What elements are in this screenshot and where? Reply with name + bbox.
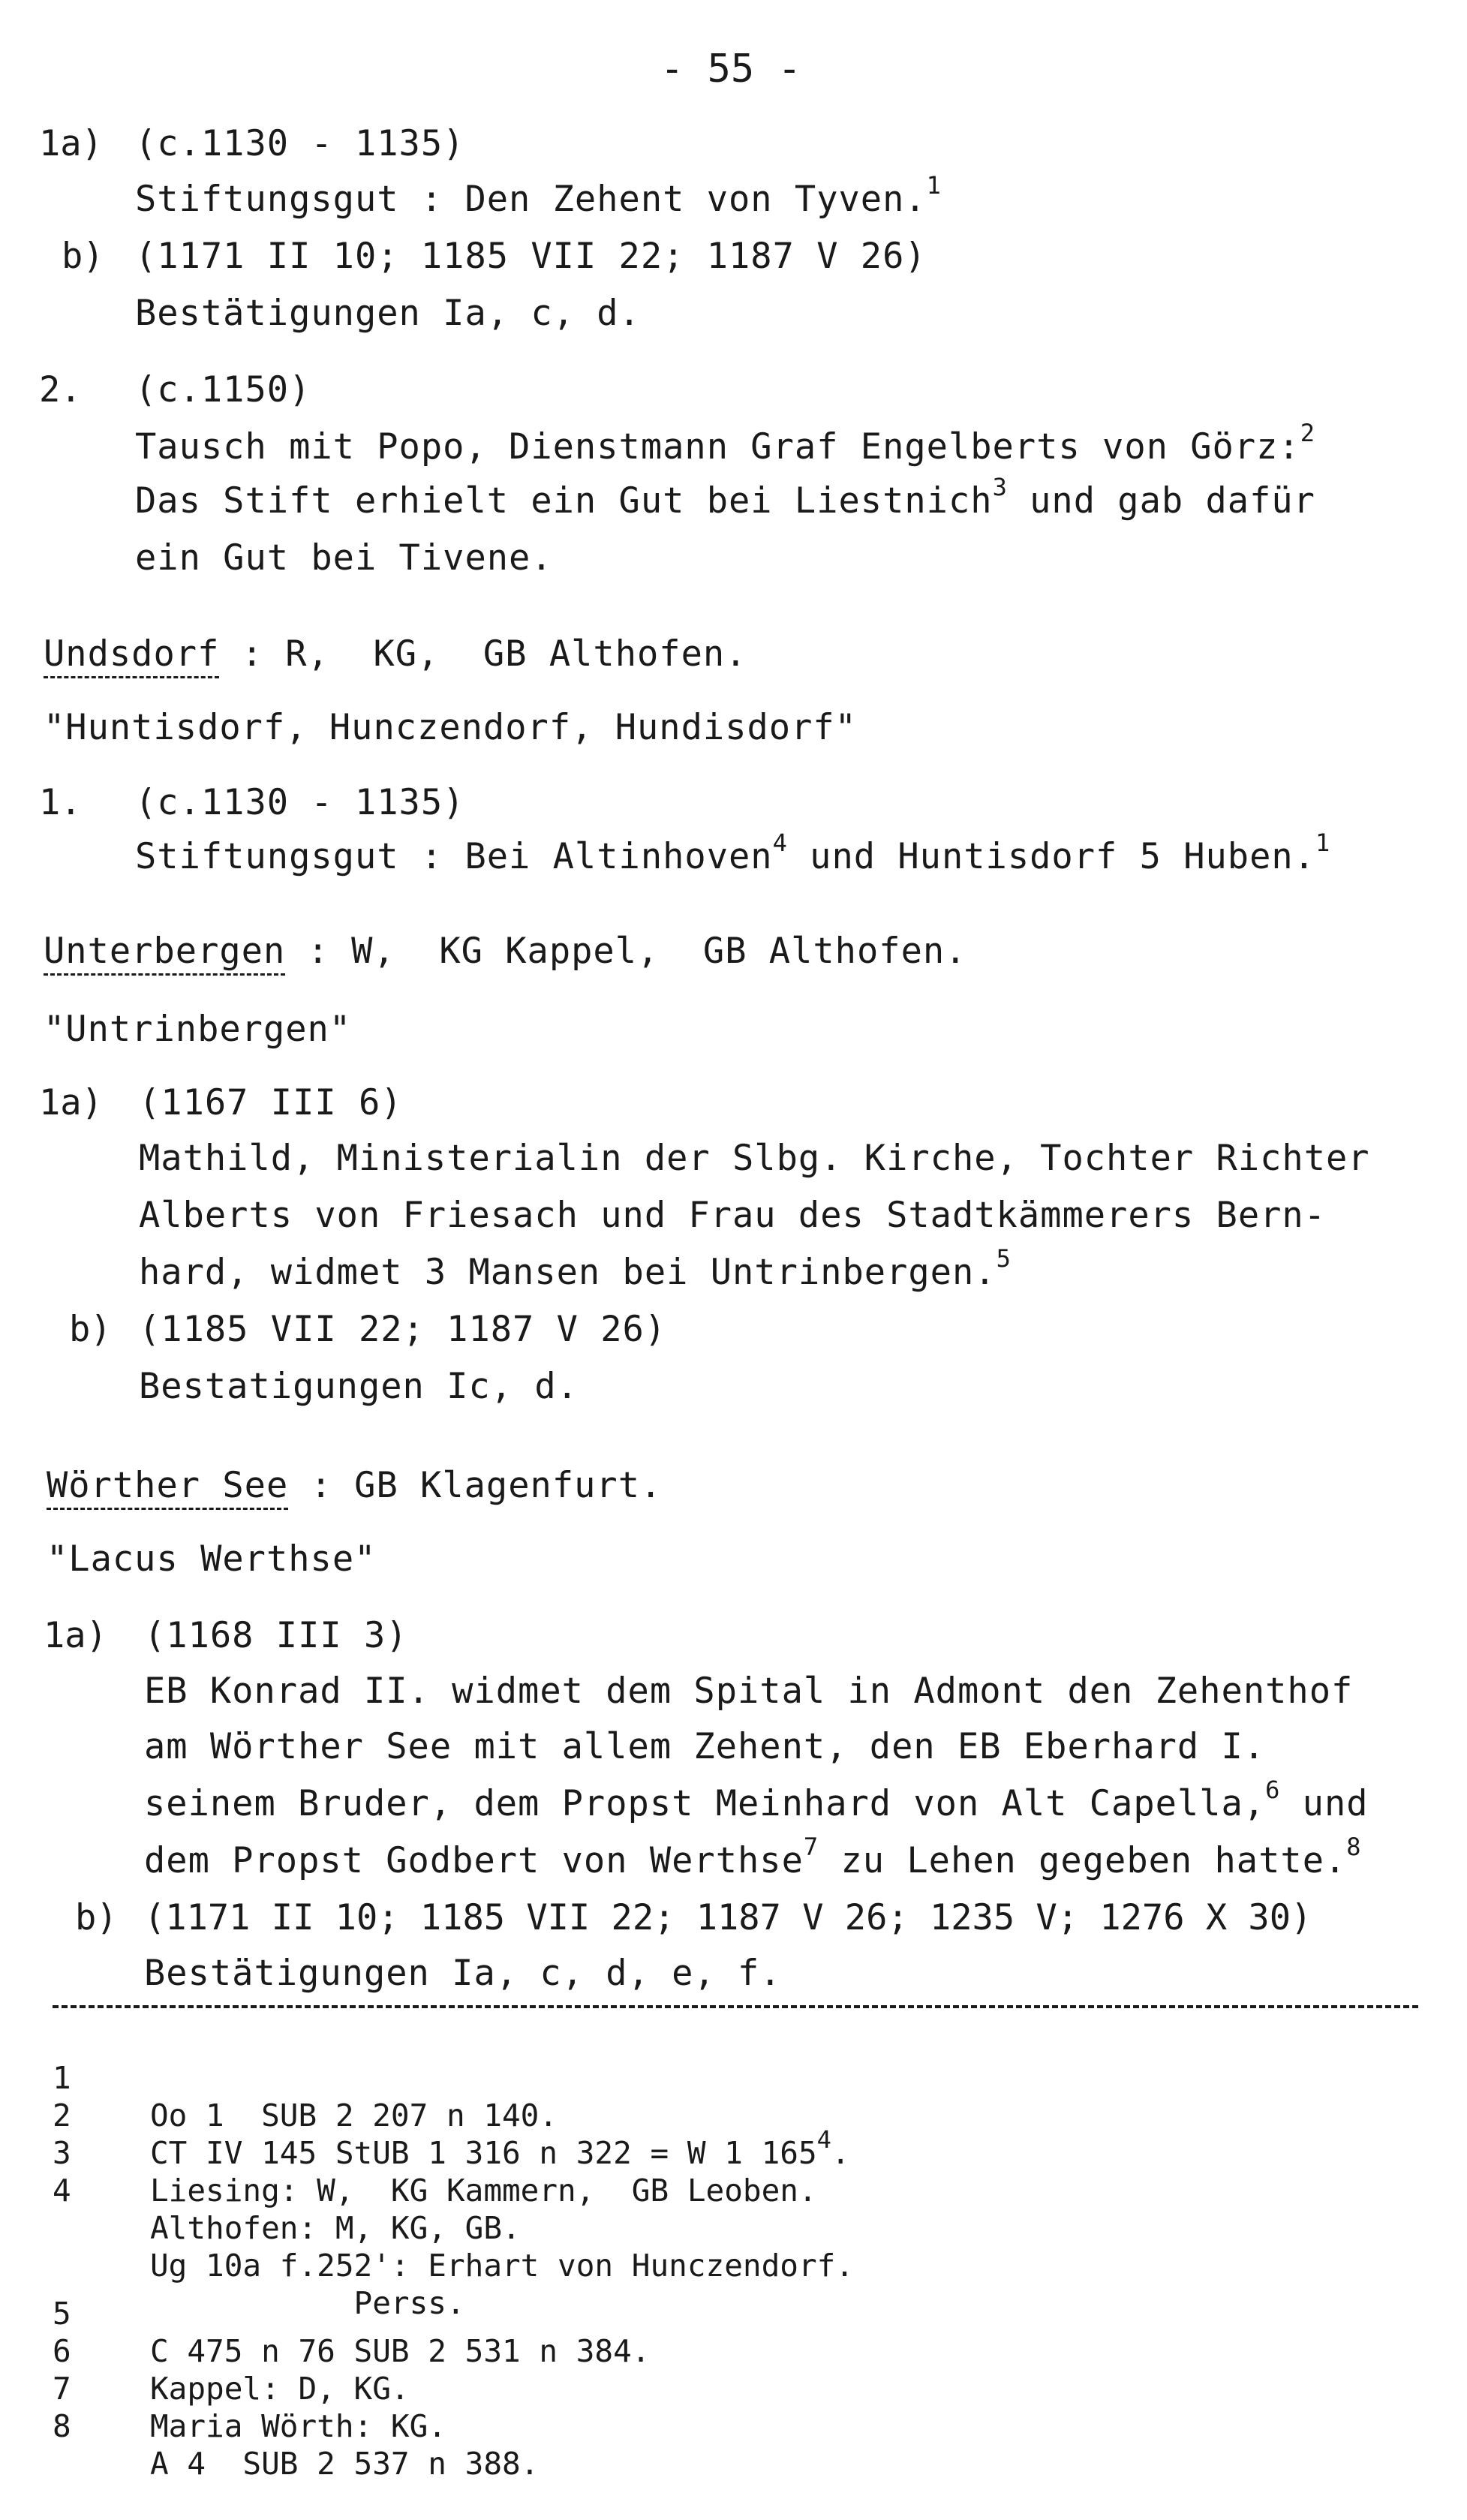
- place-heading: Wörther See : GB Klagenfurt.: [47, 1463, 662, 1508]
- place-name: Wörther See: [47, 1465, 288, 1510]
- footnote-text: CT IV 145 StUB 1 316 n 322 = W 1 $165^4$.: [150, 2125, 850, 2171]
- footnote-ref: 3: [992, 473, 1008, 502]
- page-number: - 55 -: [660, 47, 801, 92]
- footnote-ref: 6: [1265, 1776, 1281, 1805]
- entry-text: Stiftungsgut : Den Zehent von Tyven.$^1$: [135, 171, 942, 220]
- old-names: "Huntisdorf, Hunczendorf, Hundisdorf": [44, 707, 857, 748]
- footnote-text: Oo 1 SUB 2 207 n 140.: [150, 2097, 558, 2134]
- footnote-text: A 4 SUB 2 537 n 388.: [150, 2446, 540, 2482]
- entry-text: Bestätigungen Ia, c, d.: [135, 293, 641, 334]
- footnote-ref: 7: [803, 1833, 819, 1862]
- entry-label: b): [62, 236, 104, 277]
- footnote-number: 8: [53, 2408, 71, 2444]
- footnote-ref: 5: [996, 1244, 1012, 1274]
- entry-text: dem Propst Godbert von Werthse$^7$ zu Lehen gegeben hatte.$^8$: [144, 1833, 1362, 1881]
- footnote-ref: 4: [816, 2125, 831, 2155]
- footnote-number: 3: [53, 2135, 71, 2171]
- entry-text: hard, widmet 3 Mansen bei Untrinbergen.$^5$: [139, 1244, 1012, 1293]
- footnote-text: Perss.: [150, 2285, 465, 2321]
- footnote-number: 5: [53, 2296, 71, 2332]
- footnote-ref: 8: [1346, 1833, 1362, 1862]
- place-heading: Unterbergen : W, KG Kappel, GB Althofen.: [44, 929, 966, 974]
- place-name: Unterbergen: [44, 931, 285, 976]
- entry-date: (c.1130 - 1135): [135, 782, 465, 823]
- footnote-separator: [53, 2005, 1418, 2008]
- footnote-ref: 1: [1315, 828, 1331, 858]
- entry-date: (1168 III 3): [144, 1615, 408, 1656]
- footnote-number: 1: [53, 2060, 71, 2096]
- footnote-number: 2: [53, 2097, 71, 2134]
- entry-label: 2.: [39, 369, 82, 410]
- footnote-text: Liesing: W, KG Kammern, GB Leoben.: [150, 2173, 817, 2209]
- entry-text: EB Konrad II. widmet dem Spital in Admont den Zehenthof: [144, 1670, 1354, 1712]
- entry-date: (1171 II 10; 1185 VII 22; 1187 V 26; 1235 V; 1276 X 30): [144, 1897, 1312, 1938]
- entry-text: Bestatigungen Ic, d.: [139, 1366, 579, 1407]
- entry-text: Bestätigungen Ia, c, d, e, f.: [144, 1953, 782, 1994]
- entry-label: 1.: [39, 782, 82, 823]
- entry-date: (1171 II 10; 1185 VII 22; 1187 V 26): [135, 236, 927, 277]
- footnote-ref: 2: [1300, 419, 1315, 448]
- entry-text: ein Gut bei Tivene.: [135, 537, 553, 579]
- entry-label: b): [69, 1309, 112, 1350]
- place-heading: Undsdorf : R, KG, GB Althofen.: [44, 632, 747, 677]
- footnote-text: Ug 10a f.252': Erhart von Hunczendorf.: [150, 2248, 854, 2284]
- entry-text: Das Stift erhielt ein Gut bei Liestnich$^3$ und gab dafür: [135, 473, 1315, 522]
- footnote-ref: 4: [772, 828, 788, 858]
- footnote-text: C 475 n 76 SUB 2 531 n 384.: [150, 2333, 651, 2369]
- old-names: "Untrinbergen": [44, 1009, 352, 1050]
- entry-text: Alberts von Friesach und Frau des Stadtkämmerers Bern-: [139, 1195, 1327, 1236]
- entry-label: 1a): [39, 1082, 103, 1123]
- footnote-ref: 1: [926, 171, 942, 200]
- footnote-text: Althofen: M, KG, GB.: [150, 2210, 521, 2246]
- old-names: "Lacus Werthse": [47, 1538, 377, 1580]
- entry-text: seinem Bruder, dem Propst Meinhard von Alt Capella,$^6$ und: [144, 1776, 1369, 1824]
- entry-date: (1167 III 6): [139, 1082, 403, 1123]
- place-name: Undsdorf: [44, 633, 219, 678]
- footnote-number: 6: [53, 2333, 71, 2369]
- entry-label: b): [75, 1897, 118, 1938]
- footnote-text: Maria Wörth: KG.: [150, 2408, 446, 2444]
- entry-text: Stiftungsgut : Bei Altinhoven$^4$ und Huntisdorf 5 Huben.$^1$: [135, 828, 1331, 877]
- footnote-number: 7: [53, 2371, 71, 2407]
- footnote-number: 4: [53, 2173, 71, 2209]
- entry-date: (c.1150): [135, 369, 311, 410]
- footnote-text: Kappel: D, KG.: [150, 2371, 410, 2407]
- entry-text: Mathild, Ministerialin der Slbg. Kirche, Tochter Richter: [139, 1138, 1370, 1179]
- entry-date: (c.1130 - 1135): [135, 123, 465, 164]
- entry-date: (1185 VII 22; 1187 V 26): [139, 1309, 667, 1350]
- entry-text: am Wörther See mit allem Zehent, den EB Eberhard I.: [144, 1726, 1266, 1767]
- footnote: [0, 2370, 1467, 2520]
- entry-label: 1a): [44, 1615, 107, 1656]
- entry-label: 1a): [39, 123, 103, 164]
- entry-text: Tausch mit Popo, Dienstmann Graf Engelberts von Görz:$^2$: [135, 419, 1315, 468]
